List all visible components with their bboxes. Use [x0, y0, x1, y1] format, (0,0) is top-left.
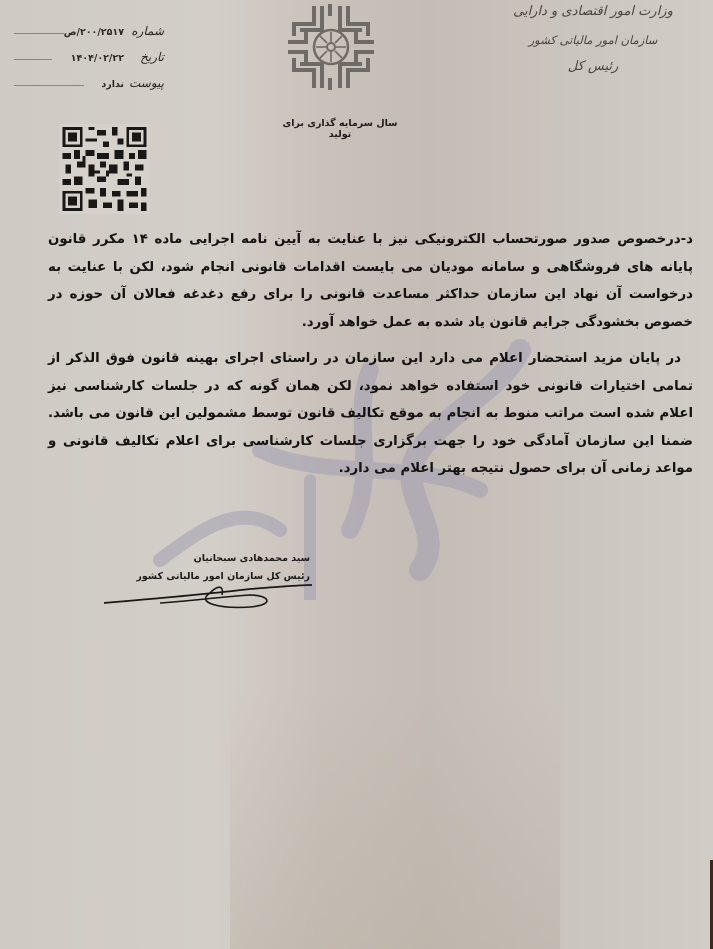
meta-attachment-value: ندارد — [101, 79, 124, 90]
meta-date — [14, 38, 164, 64]
qr-code-icon — [57, 124, 152, 214]
year-slogan: سال سرمایه گذاری برای تولید — [282, 118, 398, 140]
meta-date-label: تاریخ — [140, 50, 164, 64]
organization-name: سازمان امور مالیاتی کشور — [528, 33, 658, 47]
meta-line — [14, 59, 52, 60]
handwritten-signature-icon — [100, 573, 315, 613]
paper-shadow — [230, 690, 560, 949]
meta-date-value: ۱۴۰۴/۰۲/۲۲ — [70, 53, 124, 64]
signatory-title: رئیس کل سازمان امور مالیاتی کشور — [136, 571, 310, 582]
meta-number-label: شماره — [131, 24, 164, 38]
body-paragraph: د-درخصوص صدور صورتحساب الکترونیکی نیز با عنایت به آیین نامه اجرایی ماده ۱۴ مکرر قانون پایانه های فروشگاهی و سامانه مودیان می بایست اقدامات قانونی انجام شود، لکن با عنایت به درخواست آن نهاد این سازمان حداکثر مساعدت قانونی را برای رفع دغدغه فعالان آن حوزه در خصوص بخشودگی جرایم قانون یاد شده به عمل خواهد آورد. — [48, 232, 694, 330]
meta-attachment-label: پیوست — [129, 76, 164, 90]
ministry-name: وزارت امور اقتصادی و دارایی — [513, 4, 673, 19]
signatory-name: سید محمدهادی سبحانیان — [193, 553, 310, 564]
tax-organization-emblem-icon — [284, 2, 378, 92]
meta-line — [14, 85, 84, 86]
letter-body — [48, 226, 693, 483]
body-paragraph: در پایان مزید استحضار اعلام می دارد این سازمان در راستای اجرای بهینه قانون فوق الذکر از تمامی اختیارات قانونی خود استفاده خواهد نمود، لکن همان گونه که در جلسات کارشناسی نیز اعلام شده است مراتب منوط به انجام به موقع تکالیف قانون توسط مشمولین این قانون می باشد. ضمنا این سازمان آمادگی خود را جهت برگزاری جلسات کارشناسی برای اعلام تکالیف قانونی و مواعد زمانی آن برای حصول نتیجه بهتر اعلام می دارد. — [48, 351, 693, 476]
meta-attachment — [14, 64, 164, 90]
meta-number-value: ۲۰۰/۲۵۱۷/ص — [63, 27, 124, 38]
signature-block — [100, 553, 320, 582]
letter-meta — [14, 12, 164, 90]
organization-header — [493, 4, 693, 74]
meta-number — [14, 12, 164, 38]
meta-line — [14, 33, 64, 34]
sender-title: رئیس کل — [567, 59, 619, 74]
